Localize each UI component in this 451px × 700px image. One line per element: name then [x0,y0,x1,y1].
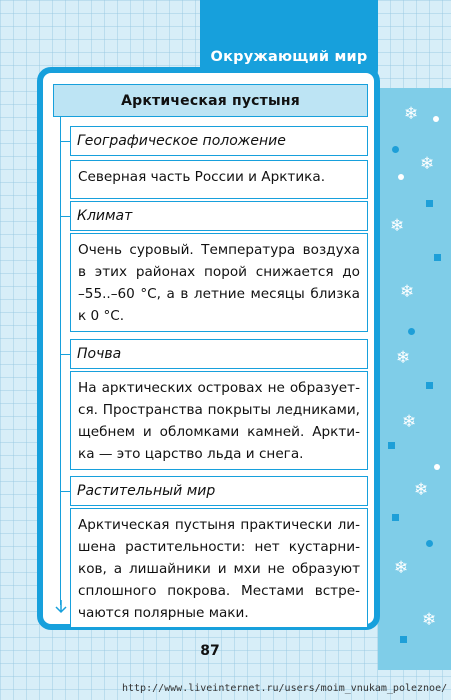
snowflake-icon: ❄ [422,610,437,630]
topic-title: Арктическая пустыня [121,92,300,109]
section-heading: Растительный мир [77,483,216,499]
body-line: ка — это царство льда и снега. [78,446,304,462]
body-line: –55..–60 °С, а в летние месяцы близка [78,286,360,302]
square-icon [426,200,433,207]
body-line: Арктическая пустыня практически ли- [78,517,360,533]
snowflake-icon: ❄ [396,348,411,368]
dot-icon [426,540,433,547]
body-line: На арктических островах не образует- [78,380,360,396]
section-body [70,233,368,332]
section-heading: Почва [77,346,122,362]
dot-icon [392,146,399,153]
snowflake-icon: ❄ [414,480,429,500]
section-heading-box [70,476,368,506]
topic-title-bar [53,84,368,117]
subject-title: Окружающий мир [210,49,368,65]
snowflake-icon: ❄ [394,558,409,578]
body-line: ся. Пространства покрыты ледниками, [78,402,360,418]
section-body [70,160,368,199]
snowflake-icon: ❄ [402,412,417,432]
body-line: в этих районах порой снижается до [78,264,360,280]
square-icon [388,442,395,449]
arrow-down-icon [55,600,67,614]
body-line: чаются полярные маки. [78,605,249,621]
body-line: к 0 °С. [78,308,125,324]
square-icon [434,254,441,261]
section-heading: Географическое положение [77,133,286,149]
snowflake-icon: ❄ [390,216,405,236]
source-url: http://www.liveinternet.ru/users/moim_vnukam_poleznoe/ [122,683,448,694]
section-body [70,508,368,628]
body-line: Очень суровый. Температура воздуха [78,242,360,258]
square-icon [392,514,399,521]
section-heading-box [70,339,368,369]
decorative-strip [378,88,451,670]
body-line: Северная часть России и Арктика. [78,169,326,185]
section-body [70,371,368,470]
body-line: шена растительности: нет кустарни- [78,539,360,555]
snowflake-icon: ❄ [400,282,415,302]
section-heading: Климат [77,208,133,224]
body-line: сплошного покрова. Местами встре- [78,583,360,599]
page-number: 87 [200,643,220,659]
body-line: ков, а лишайники и мхи не образуют [78,561,360,577]
dot-icon [398,174,404,180]
body-line: щебнем и обломками камней. Аркти- [78,424,360,440]
section-heading-box [70,126,368,156]
dot-icon [434,464,440,470]
snowflake-icon: ❄ [420,154,435,174]
dot-icon [408,328,415,335]
dot-icon [433,116,439,122]
square-icon [400,636,407,643]
section-heading-box [70,201,368,231]
square-icon [426,382,433,389]
snowflake-icon: ❄ [404,104,419,124]
connector-line [60,117,61,605]
